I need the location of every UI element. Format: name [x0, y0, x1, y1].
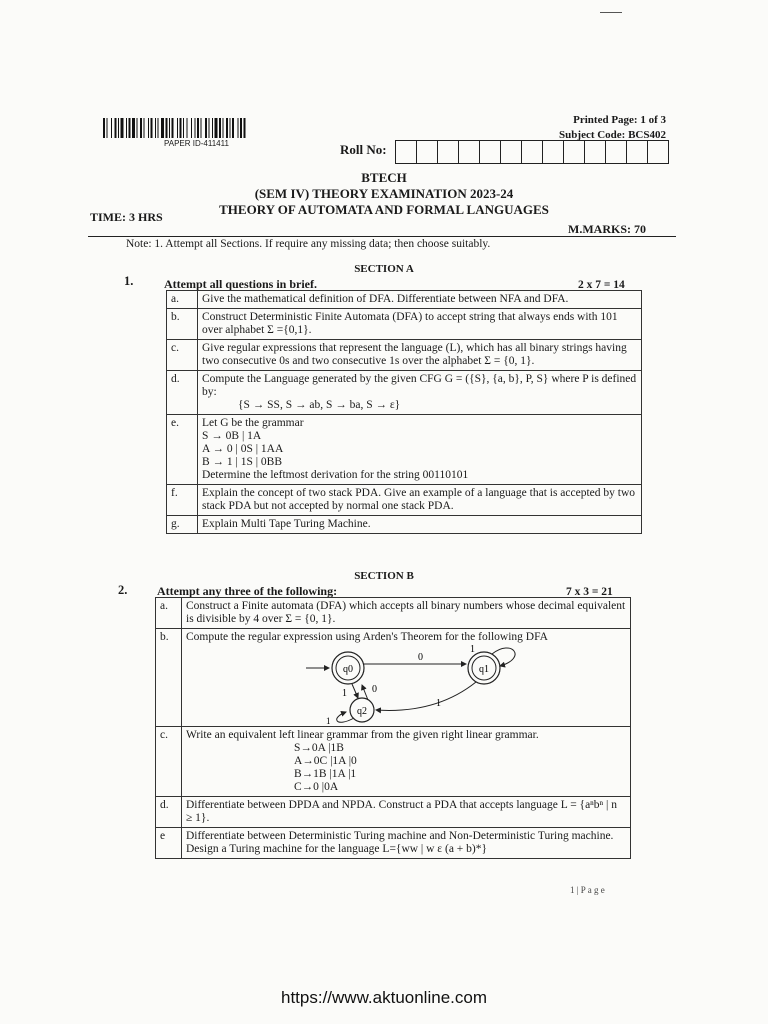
section-a-title: SECTION A: [354, 263, 414, 275]
exam-time: TIME: 3 HRS: [90, 210, 163, 224]
question-text: Compute the regular expression using Arden's Theorem for the following DFA q0 q1 q2 0 1 0 1 1 1: [182, 629, 631, 727]
question-text: Explain the concept of two stack PDA. Give an example of a language that is accepted by two stack PDA but not accepted by normal one stack PDA.: [198, 485, 642, 516]
table-row: [167, 371, 642, 415]
dfa-label-q0: q0: [343, 664, 353, 675]
dfa-state-q1: [468, 652, 500, 684]
roll-number-boxes[interactable]: [395, 140, 669, 164]
section-a-number: 1.: [124, 274, 134, 288]
question-label: b.: [156, 629, 182, 727]
barcode-image: [103, 118, 308, 138]
printed-page: Printed Page: 1 of 3: [573, 114, 666, 126]
dfa-edge-label: 1: [342, 688, 347, 699]
question-label: d.: [156, 797, 182, 828]
subject-title: THEORY OF AUTOMATA AND FORMAL LANGUAGES: [219, 202, 549, 217]
page-number: 1 | P a g e: [570, 885, 605, 895]
exam-title: (SEM IV) THEORY EXAMINATION 2023-24: [254, 186, 514, 201]
table-row: [167, 340, 642, 371]
question-label: g.: [167, 516, 198, 534]
question-label: e.: [167, 415, 198, 485]
section-b-marks: 7 x 3 = 21: [566, 586, 613, 598]
dfa-diagram: [186, 644, 626, 724]
dfa-self-loop: [337, 712, 354, 722]
dfa-transition: [352, 684, 358, 698]
question-text: Explain Multi Tape Turing Machine.: [198, 516, 642, 534]
question-text: Compute the Language generated by the given CFG G = ({S}, {a, b}, P, S} where P is defined by: {S → SS, S → ab, S → ba, S → ε}: [198, 371, 642, 415]
dfa-label-q1: q1: [479, 664, 489, 675]
printed-info: [559, 113, 666, 143]
section-a-marks: 2 x 7 = 14: [578, 279, 625, 291]
section-a-table: [166, 290, 642, 534]
source-url-link[interactable]: https://www.aktuonline.com: [281, 988, 487, 1007]
paper-id: PAPER ID-411411: [164, 139, 229, 148]
max-marks: M.MARKS: 70: [568, 222, 646, 236]
dfa-edge-label: 1: [436, 698, 441, 709]
question-text: Differentiate between DPDA and NPDA. Construct a PDA that accepts language L = {aⁿbⁿ | n ≥ 1}.: [182, 797, 631, 828]
question-text: Construct Deterministic Finite Automata (DFA) to accept string that always ends with 101 over alphabet Σ ={0,1}.: [198, 309, 642, 340]
scan-mark: [600, 12, 622, 13]
question-text: Give regular expressions that represent the language (L), which has all binary strings having two consecutive 0s and two consecutive 1s over the alphabet Σ = {0, 1}.: [198, 340, 642, 371]
table-row: [167, 415, 642, 485]
section-b-number: 2.: [118, 583, 128, 597]
question-text: Construct a Finite automata (DFA) which accepts all binary numbers whose decimal equivalent is divisible by 4 over Σ = {0, 1}.: [182, 598, 631, 629]
question-text: Give the mathematical definition of DFA. Differentiate between NFA and DFA.: [198, 291, 642, 309]
table-row: [167, 516, 642, 534]
question-label: b.: [167, 309, 198, 340]
program-title: BTECH: [361, 170, 407, 185]
table-row: [156, 629, 631, 727]
question-label: a.: [156, 598, 182, 629]
section-b-table: [155, 597, 631, 859]
table-row: [167, 291, 642, 309]
question-label: c.: [167, 340, 198, 371]
dfa-state-q0: [332, 652, 364, 684]
dfa-edge-label: 0: [418, 652, 423, 663]
table-row: [167, 485, 642, 516]
question-label: e: [156, 828, 182, 859]
question-label: d.: [167, 371, 198, 415]
question-label: a.: [167, 291, 198, 309]
section-b-title: SECTION B: [354, 570, 414, 582]
question-text: Write an equivalent left linear grammar from the given right linear grammar. S→0A |1B A→0C |1A |0 B→1B |1A |1 C→0 |0A: [182, 727, 631, 797]
question-text: Let G be the grammar S → 0B | 1A A → 0 | 0S | 1AA B → 1 | 1S | 0BB Determine the leftmost derivation for the string 00110101: [198, 415, 642, 485]
dfa-edge-label: 1: [326, 716, 331, 724]
question-label: f.: [167, 485, 198, 516]
table-row: [156, 727, 631, 797]
exam-note: Note: 1. Attempt all Sections. If require any missing data; then choose suitably.: [126, 238, 491, 250]
dfa-label-q2: q2: [357, 706, 367, 717]
table-row: [156, 598, 631, 629]
section-a-instruction: Attempt all questions in brief.: [164, 277, 317, 291]
section-b-instruction: Attempt any three of the following:: [157, 584, 338, 598]
dfa-edge-label: 0: [372, 684, 377, 695]
header-divider: [88, 236, 676, 237]
question-text: Differentiate between Deterministic Turing machine and Non-Deterministic Turing machine. Design a Turing machine for the language L={ww | w ε (a + b)*}: [182, 828, 631, 859]
table-row: [167, 309, 642, 340]
dfa-edge-label: 1: [470, 644, 475, 655]
table-row: [156, 797, 631, 828]
dfa-transition: [376, 682, 476, 710]
roll-label: Roll No:: [340, 142, 387, 157]
table-row: [156, 828, 631, 859]
subject-code: Subject Code: BCS402: [559, 129, 666, 141]
question-label: c.: [156, 727, 182, 797]
